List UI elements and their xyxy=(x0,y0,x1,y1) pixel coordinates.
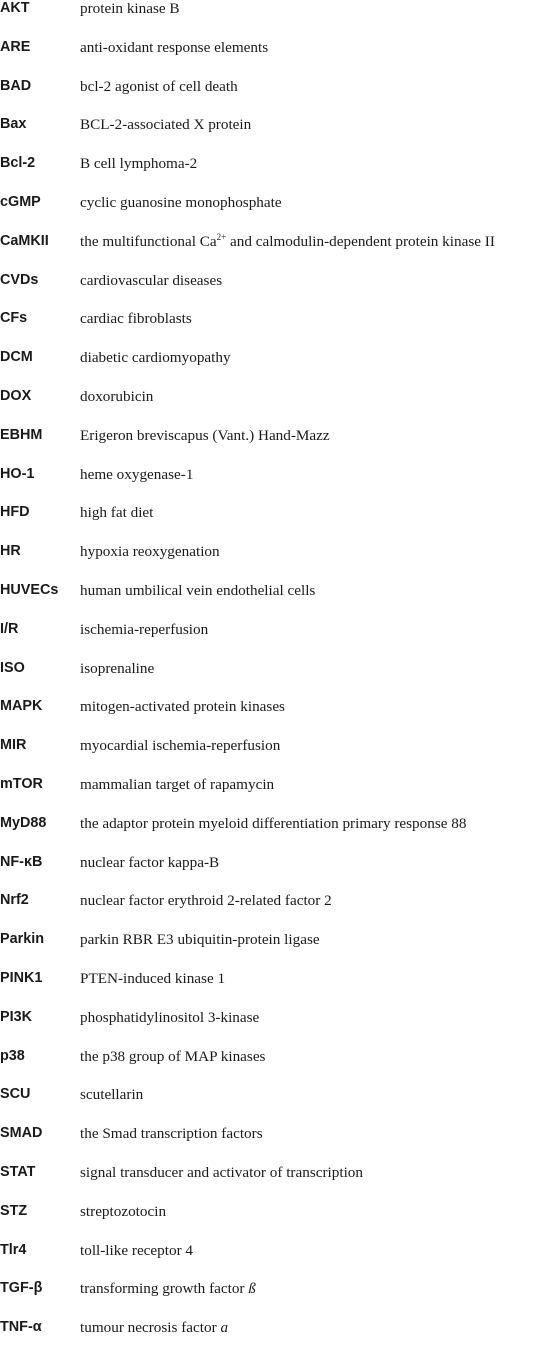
definition-text: the multifunctional Ca xyxy=(80,232,217,250)
abbreviation-term: EBHM xyxy=(0,426,43,443)
abbreviation-definition: cyclic guanosine monophosphate xyxy=(80,193,282,211)
abbreviation-term: CaMKII xyxy=(0,232,49,249)
abbreviation-definition: toll-like receptor 4 xyxy=(80,1241,194,1259)
abbreviation-row xyxy=(0,116,558,155)
abbreviation-term: PINK1 xyxy=(0,969,43,986)
abbreviation-term: MIR xyxy=(0,737,27,754)
definition-text: and calmodulin-dependent protein kinase II xyxy=(226,232,495,250)
abbreviation-definition: the p38 group of MAP kinases xyxy=(80,1047,266,1065)
abbreviation-row xyxy=(0,1203,558,1242)
abbreviation-row xyxy=(0,931,558,970)
abbreviation-row xyxy=(0,1086,558,1125)
abbreviation-term: ARE xyxy=(0,38,31,55)
abbreviation-definition: the adaptor protein myeloid differentiation primary response 88 xyxy=(80,814,467,832)
abbreviation-term: Tlr4 xyxy=(0,1241,27,1258)
abbreviation-term: CFs xyxy=(0,310,28,327)
abbreviation-row xyxy=(0,1280,558,1319)
abbreviation-term: Bcl-2 xyxy=(0,155,36,172)
abbreviation-definition: protein kinase B xyxy=(80,0,180,17)
definition-text: transforming growth factor xyxy=(80,1280,249,1298)
abbreviation-definition: phosphatidylinositol 3-kinase xyxy=(80,1008,260,1026)
abbreviation-term: TGF-β xyxy=(0,1280,43,1297)
abbreviation-row xyxy=(0,1319,558,1358)
abbreviation-row xyxy=(0,582,558,621)
abbreviation-term: ISO xyxy=(0,659,25,676)
abbreviation-term: STZ xyxy=(0,1202,28,1219)
abbreviation-row xyxy=(0,1242,558,1281)
abbreviation-definition xyxy=(80,231,495,250)
abbreviation-row xyxy=(0,310,558,349)
abbreviation-term: AKT xyxy=(0,0,30,16)
abbreviation-row xyxy=(0,272,558,311)
abbreviation-definition: parkin RBR E3 ubiquitin-protein ligase xyxy=(80,931,320,949)
abbreviation-definition: isoprenaline xyxy=(80,659,155,677)
abbreviation-definition: diabetic cardiomyopathy xyxy=(80,349,231,367)
abbreviation-term: Nrf2 xyxy=(0,892,29,909)
abbreviation-row xyxy=(0,0,558,39)
abbreviation-definition: ischemia-reperfusion xyxy=(80,620,209,638)
abbreviation-row xyxy=(0,660,558,699)
abbreviation-row xyxy=(0,1164,558,1203)
abbreviation-row xyxy=(0,194,558,233)
abbreviation-term: CVDs xyxy=(0,271,39,288)
abbreviation-definition: streptozotocin xyxy=(80,1202,167,1220)
abbreviation-definition: hypoxia reoxygenation xyxy=(80,543,220,561)
abbreviation-term: I/R xyxy=(0,620,19,637)
abbreviation-term: PI3K xyxy=(0,1008,32,1025)
abbreviation-row xyxy=(0,504,558,543)
abbreviation-definition: cardiovascular diseases xyxy=(80,271,223,289)
abbreviation-definition: nuclear factor kappa-B xyxy=(80,853,220,871)
abbreviation-term: STAT xyxy=(0,1163,36,1180)
abbreviation-row xyxy=(0,1048,558,1087)
definition-symbol: ß xyxy=(248,1280,256,1298)
abbreviation-term: DCM xyxy=(0,349,33,366)
abbreviation-definition: high fat diet xyxy=(80,504,154,522)
abbreviation-row xyxy=(0,854,558,893)
abbreviation-term: cGMP xyxy=(0,193,41,210)
abbreviation-row xyxy=(0,892,558,931)
abbreviation-row xyxy=(0,698,558,737)
abbreviation-definition: human umbilical vein endothelial cells xyxy=(80,581,316,599)
abbreviation-term: HO-1 xyxy=(0,465,35,482)
abbreviation-definition xyxy=(80,1320,228,1335)
abbreviation-row xyxy=(0,349,558,388)
abbreviation-row xyxy=(0,815,558,854)
abbreviation-row xyxy=(0,1125,558,1164)
abbreviation-term: HR xyxy=(0,543,21,560)
abbreviation-definition: the Smad transcription factors xyxy=(80,1125,263,1143)
abbreviation-definition: mammalian target of rapamycin xyxy=(80,775,275,793)
abbreviation-row xyxy=(0,970,558,1009)
abbreviation-row xyxy=(0,78,558,117)
abbreviation-definition: PTEN-induced kinase 1 xyxy=(80,969,226,987)
abbreviation-definition: nuclear factor erythroid 2-related factor 2 xyxy=(80,892,332,910)
abbreviation-row xyxy=(0,1009,558,1048)
abbreviation-definition: Erigeron breviscapus (Vant.) Hand-Mazz xyxy=(80,426,330,444)
abbreviation-row xyxy=(0,427,558,466)
abbreviation-term: HFD xyxy=(0,504,30,521)
abbreviation-definition: anti-oxidant response elements xyxy=(80,38,269,56)
abbreviation-term: MyD88 xyxy=(0,814,47,831)
abbreviation-definition: myocardial ischemia-reperfusion xyxy=(80,737,281,755)
abbreviation-row xyxy=(0,776,558,815)
abbreviation-term: Parkin xyxy=(0,931,44,948)
abbreviation-row xyxy=(0,466,558,505)
abbreviation-definition: mitogen-activated protein kinases xyxy=(80,698,285,716)
abbreviation-term: mTOR xyxy=(0,775,43,792)
abbreviation-term: p38 xyxy=(0,1047,25,1064)
abbreviation-term: BAD xyxy=(0,77,32,94)
abbreviation-row xyxy=(0,39,558,78)
abbreviation-term: SMAD xyxy=(0,1125,43,1142)
abbreviation-definition: B cell lymphoma-2 xyxy=(80,155,198,173)
abbreviation-definition: BCL-2-associated X protein xyxy=(80,116,252,134)
abbreviation-row xyxy=(0,388,558,427)
abbreviation-term: NF-κB xyxy=(0,853,43,870)
definition-superscript: 2+ xyxy=(216,231,227,242)
abbreviation-row xyxy=(0,155,558,194)
abbreviation-term: TNF-α xyxy=(0,1319,42,1336)
abbreviation-definition: signal transducer and activator of transcription xyxy=(80,1163,363,1181)
abbreviation-term: HUVECs xyxy=(0,581,59,598)
abbreviation-definition: scutellarin xyxy=(80,1086,144,1104)
abbreviation-row xyxy=(0,737,558,776)
abbreviation-term: MAPK xyxy=(0,698,43,715)
abbreviation-row xyxy=(0,543,558,582)
abbreviation-definition: heme oxygenase-1 xyxy=(80,465,194,483)
abbreviation-definition: cardiac fibroblasts xyxy=(80,310,192,328)
abbreviation-definition: bcl-2 agonist of cell death xyxy=(80,77,238,95)
abbreviation-term: SCU xyxy=(0,1086,31,1103)
definition-symbol: a xyxy=(220,1319,229,1337)
abbreviation-term: DOX xyxy=(0,387,32,404)
abbreviation-definition xyxy=(80,1281,256,1296)
abbreviation-row xyxy=(0,233,558,272)
abbreviation-definition: doxorubicin xyxy=(80,387,154,405)
definition-text: tumour necrosis factor xyxy=(80,1319,221,1337)
abbreviation-row xyxy=(0,621,558,660)
abbreviation-term: Bax xyxy=(0,116,27,133)
